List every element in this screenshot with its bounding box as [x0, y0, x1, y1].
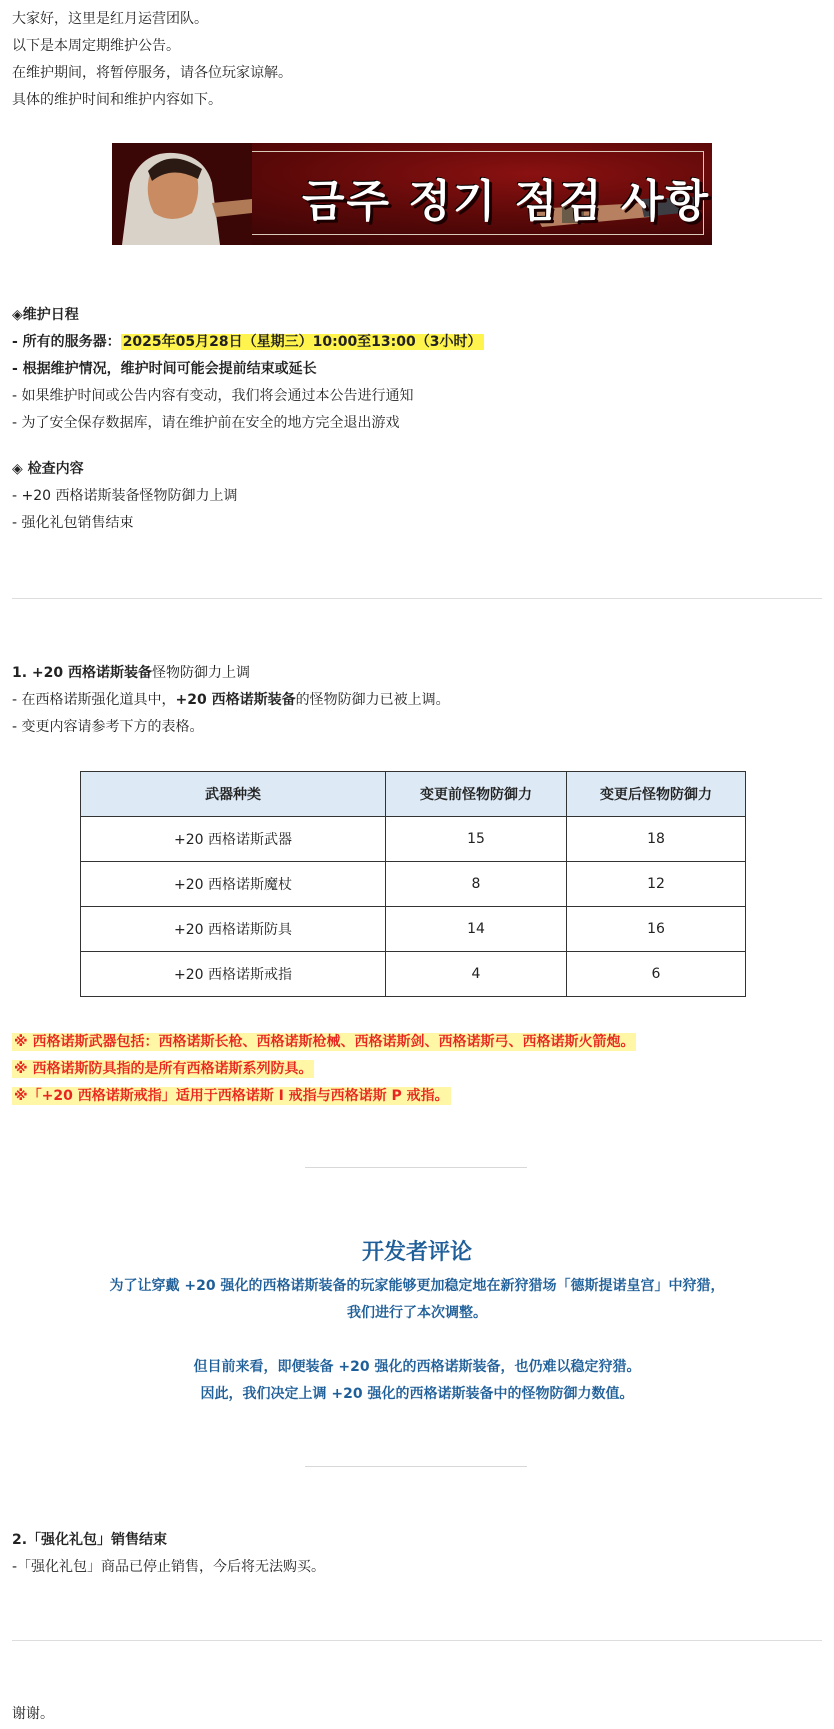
divider [12, 1640, 822, 1641]
note-1-line [12, 1032, 636, 1052]
servers-time: 2025年05月28日（星期三）10:00至13:00（3小时） [122, 334, 482, 350]
banner-title: 금주 정기 점검 사항 [302, 176, 710, 227]
table-cell: 15 [386, 817, 567, 862]
table-cell: 6 [567, 952, 746, 997]
table-cell: +20 西格诺斯戒指 [81, 952, 386, 997]
table-row [81, 862, 746, 907]
section1-line-1a: - 在西格诺斯强化道具中， [12, 692, 176, 708]
table-cell: 8 [386, 862, 567, 907]
table-cell: 18 [567, 817, 746, 862]
table-cell: 4 [386, 952, 567, 997]
schedule-line-2: - 根据维护情况，维护时间可能会提前结束或延长 [12, 361, 317, 377]
section1-line-1 [12, 690, 450, 710]
divider [12, 598, 822, 599]
dev-comment-title: 开发者评论 [361, 1240, 472, 1265]
table-cell: +20 西格诺斯魔杖 [81, 862, 386, 907]
closing-text: 谢谢。 [12, 1706, 54, 1722]
table-cell: 12 [567, 862, 746, 907]
table-cell: +20 西格诺斯武器 [81, 817, 386, 862]
intro-line-1: 大家好，这里是红月运营团队。 [12, 11, 208, 27]
defense-change-table [80, 771, 746, 997]
note-3-line [12, 1086, 451, 1106]
table-row [81, 952, 746, 997]
dev-comment-line-1: 为了让穿戴 +20 强化的西格诺斯装备的玩家能够更加稳定地在新狩猎场「德斯提诺皇宫」中狩猎， [109, 1278, 725, 1294]
section1-title-bold: 1. +20 西格诺斯装备 [12, 665, 153, 681]
contents-line-1: - +20 西格诺斯装备怪物防御力上调 [12, 488, 238, 504]
table-header-cell: 变更前怪物防御力 [386, 772, 567, 817]
section2-line-1: -「强化礼包」商品已停止销售，今后将无法购买。 [12, 1559, 326, 1575]
servers-label: - 所有的服务器： [12, 334, 121, 350]
table-header-row [81, 772, 746, 817]
section2-title: 2.「强化礼包」销售结束 [12, 1532, 168, 1548]
intro-line-3: 在维护期间，将暂停服务，请各位玩家谅解。 [12, 65, 292, 81]
contents-heading: ◈ 检查内容 [12, 461, 84, 477]
section1-line-1c: 的怪物防御力已被上调。 [295, 692, 450, 708]
section1-line-1b: +20 西格诺斯装备 [175, 692, 296, 708]
intro-line-4: 具体的维护时间和维护内容如下。 [12, 92, 222, 108]
table-cell: 16 [567, 907, 746, 952]
table-row [81, 817, 746, 862]
table-cell: 14 [386, 907, 567, 952]
table-row [81, 907, 746, 952]
section1-title-rest: 怪物防御力上调 [152, 665, 251, 681]
divider-short [305, 1167, 527, 1168]
table-cell: +20 西格诺斯防具 [81, 907, 386, 952]
table-header-cell: 变更后怪物防御力 [567, 772, 746, 817]
section1-title [12, 663, 250, 683]
schedule-servers [12, 332, 484, 352]
intro-line-2: 以下是本周定期维护公告。 [12, 38, 180, 54]
note-1: ※ 西格诺斯武器包括：西格诺斯长枪、西格诺斯枪械、西格诺斯剑、西格诺斯弓、西格诺斯火箭炮。 [14, 1034, 635, 1050]
schedule-line-3: - 如果维护时间或公告内容有变动，我们将会通过本公告进行通知 [12, 388, 414, 404]
section1-line-2: - 变更内容请参考下方的表格。 [12, 719, 204, 735]
contents-line-2: - 强化礼包销售结束 [12, 515, 134, 531]
maintenance-banner [112, 143, 712, 245]
table-header-cell: 武器种类 [81, 772, 386, 817]
dev-comment-line-3: 但目前来看，即便装备 +20 强化的西格诺斯装备，也仍难以稳定狩猎。 [193, 1359, 641, 1375]
divider-short [305, 1466, 527, 1467]
note-2-line [12, 1059, 314, 1079]
dev-comment-line-4: 因此，我们决定上调 +20 强化的西格诺斯装备中的怪物防御力数值。 [200, 1386, 634, 1402]
character-illustration [112, 143, 252, 245]
schedule-line-4: - 为了安全保存数据库，请在维护前在安全的地方完全退出游戏 [12, 415, 400, 431]
schedule-heading: ◈维护日程 [12, 307, 79, 323]
note-2: ※ 西格诺斯防具指的是所有西格诺斯系列防具。 [14, 1061, 313, 1077]
note-3: ※「+20 西格诺斯戒指」适用于西格诺斯 I 戒指与西格诺斯 P 戒指。 [14, 1088, 449, 1104]
dev-comment-line-2: 我们进行了本次调整。 [347, 1305, 487, 1321]
